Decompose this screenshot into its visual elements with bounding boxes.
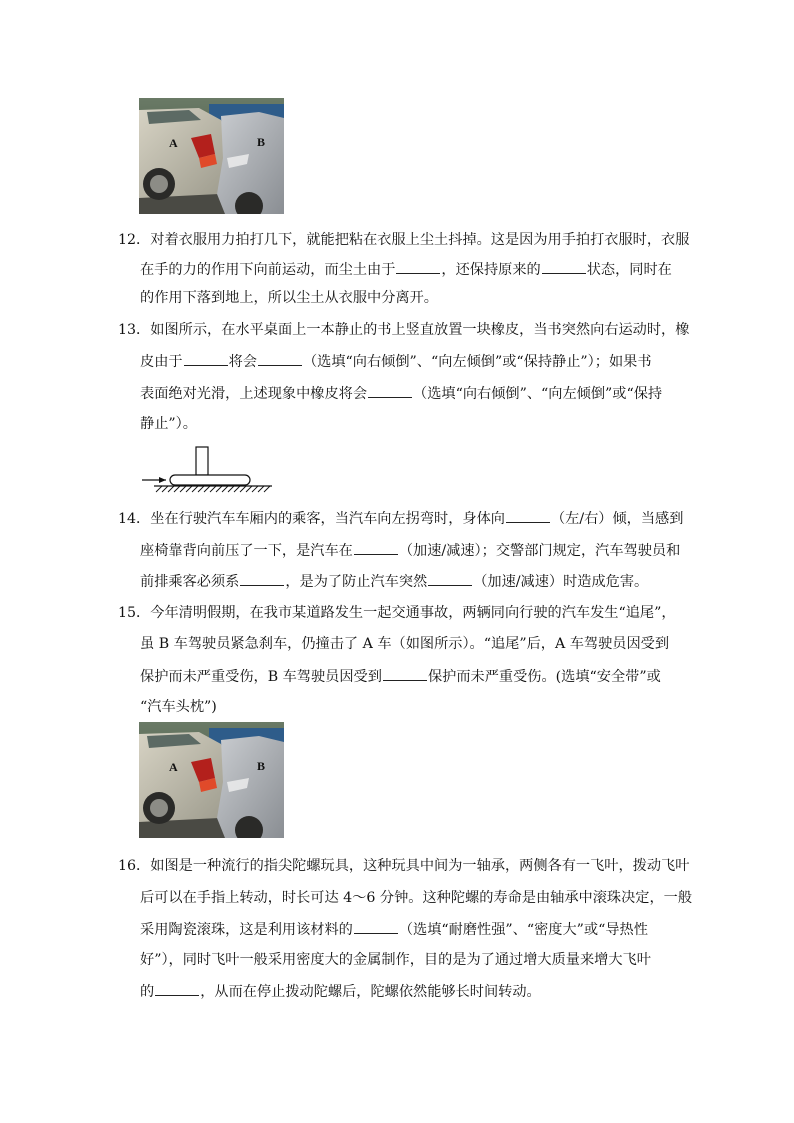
answer-blank[interactable] bbox=[240, 572, 284, 586]
car-b-label: B bbox=[257, 135, 266, 149]
car-a-label: A bbox=[169, 760, 178, 774]
book-eraser-diagram bbox=[140, 444, 276, 498]
question-number: 12． bbox=[118, 232, 151, 248]
answer-blank[interactable] bbox=[354, 920, 398, 934]
question-number: 13． bbox=[118, 322, 151, 338]
car-b-label: B bbox=[257, 759, 266, 773]
eraser bbox=[196, 447, 208, 475]
answer-blank[interactable] bbox=[542, 260, 586, 274]
answer-blank[interactable] bbox=[383, 667, 427, 681]
answer-blank[interactable] bbox=[396, 260, 440, 274]
answer-blank[interactable] bbox=[184, 352, 228, 366]
answer-blank[interactable] bbox=[155, 982, 199, 996]
car-collision-photo-bottom bbox=[139, 722, 284, 838]
answer-blank[interactable] bbox=[506, 509, 550, 523]
question-number: 14． bbox=[118, 511, 151, 527]
question-number: 15． bbox=[118, 605, 151, 621]
book bbox=[170, 475, 250, 485]
question-number: 16． bbox=[118, 858, 151, 874]
answer-blank[interactable] bbox=[354, 541, 398, 555]
answer-blank[interactable] bbox=[258, 352, 302, 366]
car-a-label: A bbox=[169, 136, 178, 150]
answer-blank[interactable] bbox=[368, 384, 412, 398]
car-collision-photo-top bbox=[139, 98, 284, 214]
answer-blank[interactable] bbox=[428, 572, 472, 586]
